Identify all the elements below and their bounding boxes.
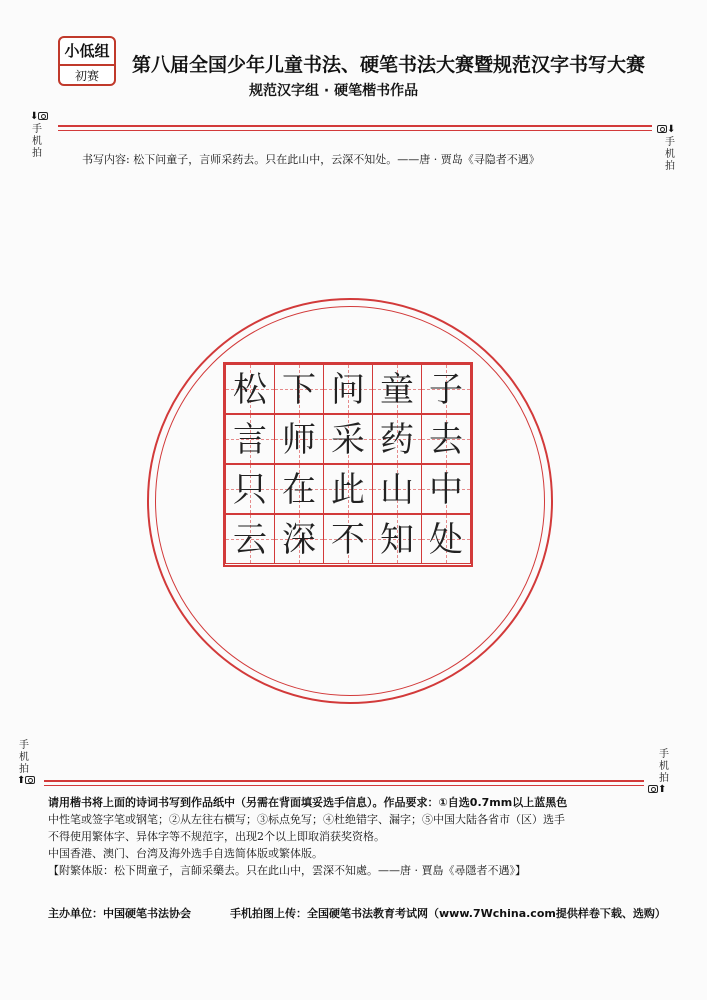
arrow-up-icon: ⬆ xyxy=(17,775,26,786)
bottom-rule xyxy=(44,780,644,782)
requirements-line: 请用楷书将上面的诗词书写到作品纸中（另需在背面填妥选手信息）。作品要求：①自选0.7mm以上蓝黑色 xyxy=(48,796,568,809)
bottom-rule-thin xyxy=(44,785,644,786)
stage-label: 初赛 xyxy=(74,69,99,83)
side-label-top-left: 手 机 拍 xyxy=(32,124,42,159)
grid-cell: 下 xyxy=(274,364,324,414)
arrow-up-icon: ⬆ xyxy=(658,784,667,795)
requirements-line: 不得使用繁体字、异体字等不规范字，出现2个以上即取消获奖资格。 xyxy=(48,830,385,843)
content-label: 书写内容: xyxy=(82,153,130,166)
organizer: 主办单位：中国硬笔书法协会 xyxy=(48,907,191,920)
side-label-bottom-right: 手 机 拍 xyxy=(659,749,669,784)
side-label-top-right: 手 机 拍 xyxy=(665,137,675,172)
top-right-marker xyxy=(657,124,675,135)
grid-cell: 去 xyxy=(421,414,471,464)
grid-cell: 松 xyxy=(225,364,275,414)
grid-cell: 子 xyxy=(421,364,471,414)
grid-cell: 师 xyxy=(274,414,324,464)
bottom-left-marker xyxy=(17,775,35,786)
camera-icon xyxy=(25,776,35,784)
grid-cell: 在 xyxy=(274,464,324,514)
grid-cell: 山 xyxy=(372,464,422,514)
grid-cell: 药 xyxy=(372,414,422,464)
side-label-bottom-left: 手 机 拍 xyxy=(19,740,29,775)
group-label: 小低组 xyxy=(60,38,114,66)
page-subtitle: 规范汉字组 · 硬笔楷书作品 xyxy=(249,83,419,99)
grid-cell: 深 xyxy=(274,514,324,564)
requirements-line: 中国香港、澳门、台湾及海外选手自选简体版或繁体版。 xyxy=(48,847,323,860)
content-text: 松下问童子，言师采药去。只在此山中，云深不知处。——唐 · 贾岛《寻隐者不遇》 xyxy=(133,153,540,166)
camera-icon xyxy=(657,125,667,133)
writing-content xyxy=(82,151,540,167)
upload-info: 手机拍图上传：全国硬笔书法教育考试网（www.7Wchina.com提供样卷下载、选购） xyxy=(230,907,666,920)
grid-cell: 中 xyxy=(421,464,471,514)
bottom-right-marker xyxy=(648,784,666,795)
grid-cell: 处 xyxy=(421,514,471,564)
grid-cell: 问 xyxy=(323,364,373,414)
top-left-marker xyxy=(30,111,48,122)
requirements-line: 中性笔或签字笔或钢笔；②从左往右横写；③标点免写；④杜绝错字、漏字；⑤中国大陆各省市（区）选手 xyxy=(48,813,565,826)
top-rule xyxy=(58,125,652,127)
top-rule-thin xyxy=(58,130,652,131)
grid-cell: 言 xyxy=(225,414,275,464)
camera-icon xyxy=(38,112,48,120)
page-title: 第八届全国少年儿童书法、硬笔书法大赛暨规范汉字书写大赛 xyxy=(132,54,646,76)
grid-cell: 只 xyxy=(225,464,275,514)
grid-cell: 知 xyxy=(372,514,422,564)
arrow-down-icon: ⬇ xyxy=(30,111,39,122)
grid-cell: 此 xyxy=(323,464,373,514)
grid-cell: 采 xyxy=(323,414,373,464)
grid-cell: 童 xyxy=(372,364,422,414)
arrow-down-icon: ⬇ xyxy=(667,124,676,135)
character-grid xyxy=(223,362,473,567)
grid-cell: 云 xyxy=(225,514,275,564)
group-badge xyxy=(58,36,116,86)
traditional-version: 【附繁体版：松下問童子，言師采藥去。只在此山中，雲深不知處。——唐 · 賈島《尋隱者不遇》】 xyxy=(48,864,526,877)
camera-icon xyxy=(648,785,658,793)
grid-cell: 不 xyxy=(323,514,373,564)
